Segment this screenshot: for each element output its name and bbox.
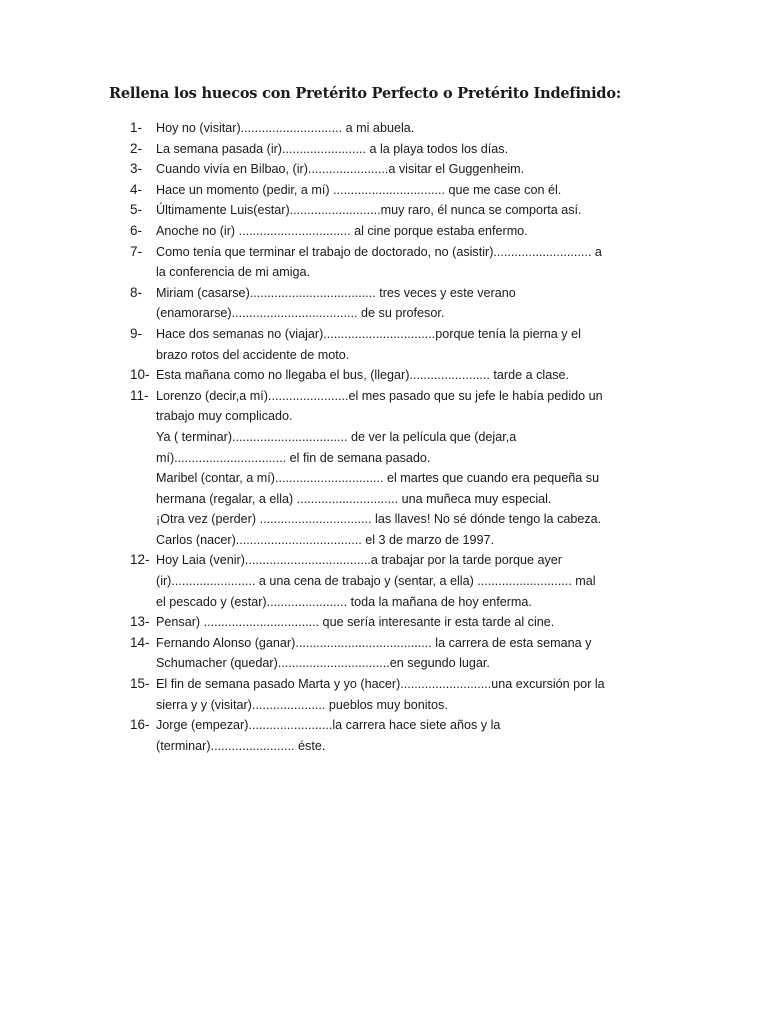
item-line: Lorenzo (decir,a mí).......................el mes pasado que su jefe le había pedido un <box>156 388 603 403</box>
item-line: mí)................................ el fin de semana pasado. <box>156 450 431 465</box>
item-line: Ya ( terminar)................................. de ver la película que (dejar,a <box>156 429 517 444</box>
item-line: trabajo muy complicado. <box>156 409 293 424</box>
item-line: Hace dos semanas no (viajar)................................porque tenía la pierna y el <box>156 326 581 341</box>
item-line: (ir)........................ a una cena de trabajo y (sentar, a ella) ........................... mal <box>156 574 596 589</box>
item-number: 13- <box>130 614 150 630</box>
exercise-item <box>0 221 768 242</box>
item-line: Hoy no (visitar)............................. a mi abuela. <box>156 121 415 135</box>
item-number: 7- <box>130 243 143 259</box>
item-line: hermana (regalar, a ella) ............................. una muñeca muy especial. <box>156 491 552 506</box>
exercise-item <box>0 283 768 324</box>
item-text <box>156 200 768 221</box>
item-line: Hace un momento (pedir, a mí) ................................ que me case con él. <box>156 182 562 197</box>
item-text <box>156 159 768 180</box>
item-line: ¡Otra vez (perder) ................................ las llaves! No sé dónde tengo la cabeza. <box>156 512 602 527</box>
item-line: Maribel (contar, a mí)............................... el martes que cuando era pequeña su <box>156 471 600 486</box>
exercise-item <box>0 633 768 674</box>
item-line: el pescado y (estar)....................... toda la mañana de hoy enferma. <box>156 594 532 609</box>
item-text <box>156 221 768 242</box>
item-number: 16- <box>130 717 150 733</box>
item-text <box>156 550 768 612</box>
item-line: (terminar)........................ éste. <box>156 738 326 753</box>
item-line: Hoy Laia (venir)....................................a trabajar por la tarde porque ayer <box>156 553 562 568</box>
exercise-item <box>0 612 768 633</box>
exercise-item <box>0 159 768 180</box>
item-text <box>156 118 768 139</box>
exercise-item <box>0 139 768 160</box>
item-text <box>156 633 768 674</box>
exercise-item <box>0 365 768 386</box>
item-line: (enamorarse).................................... de su profesor. <box>156 306 445 321</box>
exercise-list <box>0 118 768 756</box>
item-line: Jorge (empezar)........................la carrera hace siete años y la <box>156 718 501 733</box>
item-number: 4- <box>130 181 143 197</box>
item-text <box>156 180 768 201</box>
item-line: Miriam (casarse).................................... tres veces y este verano <box>156 285 516 300</box>
item-line: sierra y y (visitar)..................... pueblos muy bonitos. <box>156 697 448 712</box>
item-number: 3- <box>130 161 143 177</box>
item-line: Anoche no (ir) ................................ al cine porque estaba enfermo. <box>156 223 528 238</box>
item-number: 2- <box>130 140 143 156</box>
item-line: Como tenía que terminar el trabajo de doctorado, no (asistir)............................ a <box>156 244 602 259</box>
item-line: Pensar) ................................. que sería interesante ir esta tarde al cine. <box>156 615 555 630</box>
item-text <box>156 365 768 386</box>
item-number: 10- <box>130 367 150 383</box>
item-line: Fernando Alonso (ganar)....................................... la carrera de esta semana y <box>156 635 592 650</box>
item-line: El fin de semana pasado Marta y yo (hacer)..........................una excursión por la <box>156 677 605 692</box>
exercise-item <box>0 674 768 715</box>
item-text <box>156 283 768 324</box>
item-text <box>156 139 768 160</box>
item-text <box>156 242 768 283</box>
item-number: 5- <box>130 202 143 218</box>
item-line: brazo rotos del accidente de moto. <box>156 347 350 362</box>
item-number: 12- <box>130 552 150 568</box>
item-number: 11- <box>130 387 149 403</box>
exercise-item <box>0 180 768 201</box>
item-number: 14- <box>130 634 150 650</box>
item-line: la conferencia de mi amiga. <box>156 265 311 280</box>
item-number: 15- <box>130 676 150 692</box>
exercise-item <box>0 118 768 139</box>
exercise-item <box>0 386 768 551</box>
item-text <box>156 324 768 365</box>
item-line: La semana pasada (ir)........................ a la playa todos los días. <box>156 141 509 156</box>
exercise-item <box>0 242 768 283</box>
item-text <box>156 612 768 633</box>
item-number: 9- <box>130 325 143 341</box>
item-line: Schumacher (quedar)................................en segundo lugar. <box>156 656 490 671</box>
item-line: Últimamente Luis(estar)..........................muy raro, él nunca se comporta así. <box>156 203 582 218</box>
exercise-item <box>0 324 768 365</box>
exercise-item <box>0 550 768 612</box>
item-number: 8- <box>130 284 143 300</box>
item-line: Esta mañana como no llegaba el bus, (llegar)....................... tarde a clase. <box>156 368 569 383</box>
item-number: 1- <box>130 120 143 135</box>
exercise-item <box>0 715 768 756</box>
item-text <box>156 386 768 551</box>
exercise-title: Rellena los huecos con Pretérito Perfecto o Pretérito Indefinido: <box>109 85 621 102</box>
item-text <box>156 674 768 715</box>
item-line: Cuando vivía en Bilbao, (ir).......................a visitar el Guggenheim. <box>156 162 525 177</box>
item-text <box>156 715 768 756</box>
item-number: 6- <box>130 222 143 238</box>
item-line: Carlos (nacer).................................... el 3 de marzo de 1997. <box>156 532 495 547</box>
exercise-item <box>0 200 768 221</box>
